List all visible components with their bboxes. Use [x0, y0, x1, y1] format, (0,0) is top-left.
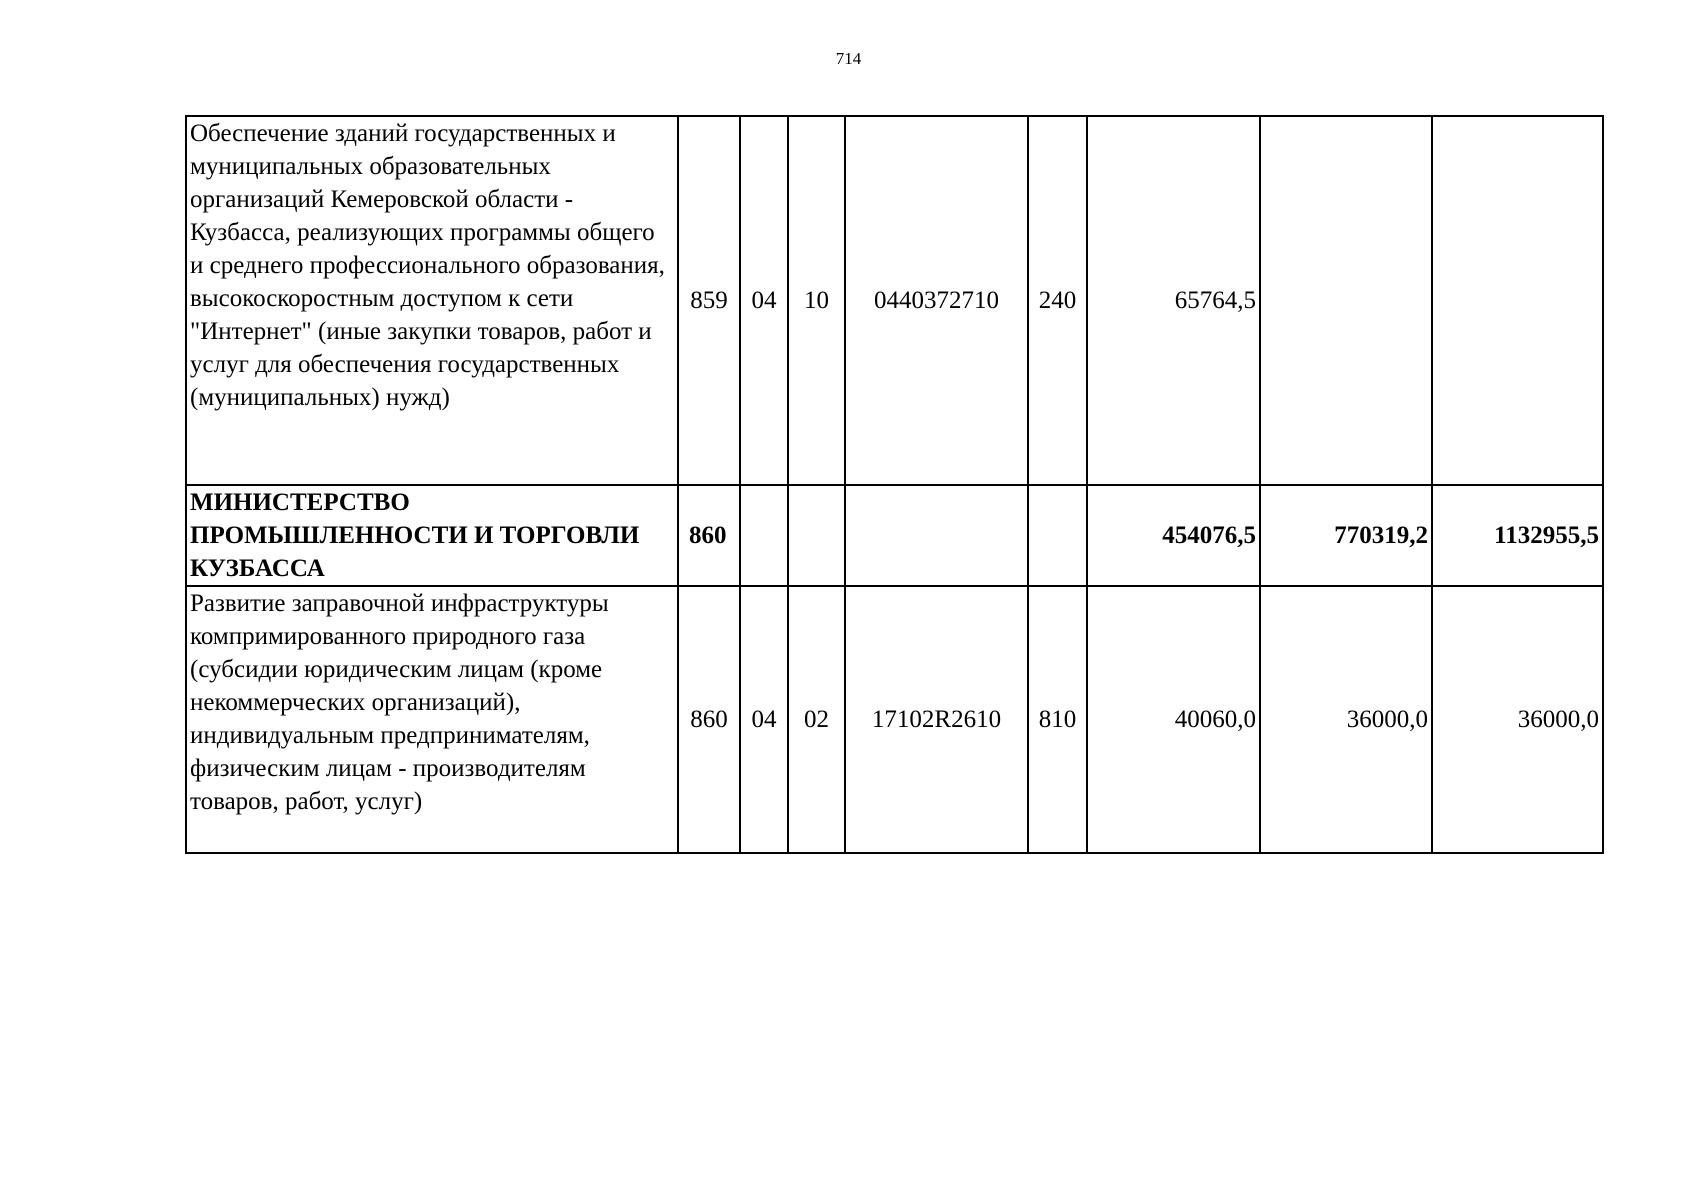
ministry-code: 859	[678, 116, 740, 485]
table-row	[186, 116, 1603, 485]
subsection-code: 10	[788, 116, 845, 485]
table-row	[186, 485, 1603, 586]
amount-year-3: 1132955,5	[1432, 485, 1603, 586]
row-description: МИНИСТЕРСТВО ПРОМЫШЛЕННОСТИ И ТОРГОВЛИ КУЗБАССА	[186, 485, 678, 586]
target-article-code: 17102R2610	[845, 586, 1028, 853]
row-description: Обеспечение зданий государственных и муниципальных образовательных организаций Кемеровской области - Кузбасса, реализующих программы общего и среднего профессионального образования, высокоскоростным доступом к сети "Интернет" (иные закупки товаров, работ и услуг для обеспечения государственных (муниципальных) нужд)	[186, 116, 678, 485]
section-code	[740, 485, 788, 586]
page-number: 714	[835, 49, 862, 68]
section-code: 04	[740, 586, 788, 853]
section-code: 04	[740, 116, 788, 485]
expense-type-code: 810	[1028, 586, 1087, 853]
subsection-code: 02	[788, 586, 845, 853]
amount-year-2: 770319,2	[1260, 485, 1432, 586]
ministry-code: 860	[678, 485, 740, 586]
amount-year-3: 36000,0	[1432, 586, 1603, 853]
budget-table	[185, 115, 1604, 854]
amount-year-1: 40060,0	[1087, 586, 1260, 853]
ministry-code: 860	[678, 586, 740, 853]
amount-year-3	[1432, 116, 1603, 485]
table-row	[186, 586, 1603, 853]
subsection-code	[788, 485, 845, 586]
expense-type-code	[1028, 485, 1087, 586]
amount-year-2	[1260, 116, 1432, 485]
amount-year-1: 454076,5	[1087, 485, 1260, 586]
row-description: Развитие заправочной инфраструктуры компримированного природного газа (субсидии юридическим лицам (кроме некоммерческих организаций), индивидуальным предпринимателям, физическим лицам - производителям товаров, работ, услуг)	[186, 586, 678, 853]
target-article-code	[845, 485, 1028, 586]
amount-year-2: 36000,0	[1260, 586, 1432, 853]
expense-type-code: 240	[1028, 116, 1087, 485]
amount-year-1: 65764,5	[1087, 116, 1260, 485]
target-article-code: 0440372710	[845, 116, 1028, 485]
